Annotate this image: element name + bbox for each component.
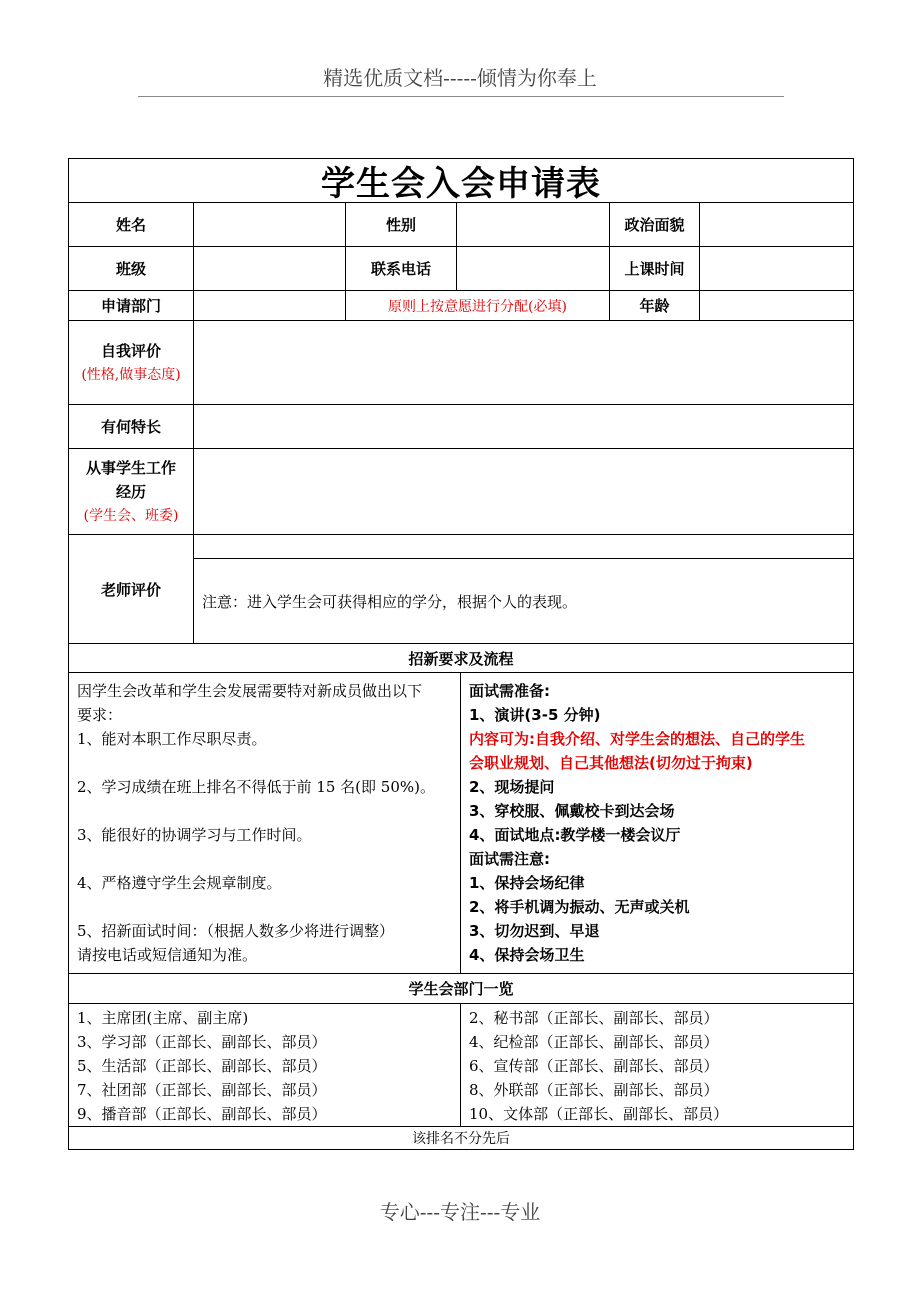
page-header: 精选优质文档-----倾情为你奉上 bbox=[323, 66, 597, 90]
interview-prep-1: 1、演讲(3-5 分钟) bbox=[469, 706, 601, 724]
teacher-eval-top-input[interactable] bbox=[193, 534, 854, 559]
header-divider bbox=[138, 96, 784, 97]
self-eval-hint: (性格,做事态度) bbox=[81, 366, 181, 383]
political-status-label: 政治面貌 bbox=[609, 202, 700, 247]
recruit-heading: 招新要求及流程 bbox=[68, 643, 854, 673]
class-time-label: 上课时间 bbox=[609, 246, 700, 291]
specialty-input[interactable] bbox=[193, 404, 854, 449]
department-item: 9、播音部（正部长、副部长、部员） bbox=[77, 1105, 327, 1123]
requirement-4: 4、严格遵守学生会规章制度。 bbox=[77, 874, 282, 892]
interview-prep-3: 3、穿校服、佩戴校卡到达会场 bbox=[469, 802, 675, 820]
self-eval-label-cell bbox=[68, 320, 194, 405]
age-label: 年龄 bbox=[609, 290, 700, 321]
department-item: 5、生活部（正部长、副部长、部员） bbox=[77, 1057, 327, 1075]
interview-prep-1-detail-line2: 会职业规划、自己其他想法(切勿过于拘束) bbox=[469, 754, 753, 772]
departments-left bbox=[68, 1003, 461, 1127]
departments-heading: 学生会部门一览 bbox=[68, 973, 854, 1004]
department-input[interactable]: 原则上按意愿进行分配(必填) bbox=[345, 290, 610, 321]
name-input[interactable] bbox=[193, 202, 346, 247]
department-item: 3、学习部（正部长、副部长、部员） bbox=[77, 1033, 327, 1051]
gender-label: 性别 bbox=[345, 202, 457, 247]
requirements-intro-line2: 要求： bbox=[77, 706, 123, 724]
department-item: 1、主席团(主席、副主席) bbox=[77, 1009, 249, 1027]
department-item: 10、文体部（正部长、副部长、部员） bbox=[469, 1105, 729, 1123]
interview-note-4: 4、保持会场卫生 bbox=[469, 946, 585, 964]
experience-label-cell bbox=[68, 448, 194, 535]
phone-label: 联系电话 bbox=[345, 246, 457, 291]
self-eval-label: 自我评价 bbox=[100, 341, 161, 360]
department-item: 8、外联部（正部长、副部长、部员） bbox=[469, 1081, 719, 1099]
requirement-5-note: 请按电话或短信通知为准。 bbox=[77, 946, 258, 964]
phone-input[interactable] bbox=[456, 246, 610, 291]
name-label: 姓名 bbox=[68, 202, 194, 247]
interview-notes-title: 面试需注意: bbox=[469, 850, 550, 868]
requirement-3: 3、能很好的协调学习与工作时间。 bbox=[77, 826, 312, 844]
requirements-cell bbox=[68, 672, 461, 974]
form-title: 学生会入会申请表 bbox=[68, 158, 854, 203]
interview-note-2: 2、将手机调为振动、无声或关机 bbox=[469, 898, 690, 916]
interview-prep-2: 2、现场提问 bbox=[469, 778, 555, 796]
gender-input[interactable] bbox=[456, 202, 610, 247]
teacher-eval-label: 老师评价 bbox=[68, 534, 194, 644]
department-item: 4、纪检部（正部长、副部长、部员） bbox=[469, 1033, 719, 1051]
class-input[interactable] bbox=[193, 246, 346, 291]
interview-cell bbox=[460, 672, 854, 974]
interview-note-3: 3、切勿迟到、早退 bbox=[469, 922, 600, 940]
interview-prep-4: 4、面试地点:教学楼一楼会议厅 bbox=[469, 826, 681, 844]
political-status-input[interactable] bbox=[699, 202, 854, 247]
page-footer: 专心---专注---专业 bbox=[379, 1200, 541, 1224]
requirement-2: 2、学习成绩在班上排名不得低于前 15 名(即 50%)。 bbox=[77, 778, 435, 796]
department-item: 7、社团部（正部长、副部长、部员） bbox=[77, 1081, 327, 1099]
requirement-1: 1、能对本职工作尽职尽责。 bbox=[77, 730, 267, 748]
department-label: 申请部门 bbox=[68, 290, 194, 321]
teacher-eval-note: 注意：进入学生会可获得相应的学分，根据个人的表现。 bbox=[193, 558, 854, 644]
requirements-intro-line1: 因学生会改革和学生会发展需要特对新成员做出以下 bbox=[77, 682, 423, 700]
age-input[interactable] bbox=[699, 290, 854, 321]
specialty-label: 有何特长 bbox=[68, 404, 194, 449]
interview-prep-title: 面试需准备: bbox=[469, 682, 550, 700]
experience-input[interactable] bbox=[193, 448, 854, 535]
experience-label-line1: 从事学生工作 bbox=[85, 458, 176, 477]
experience-hint: (学生会、班委) bbox=[83, 507, 179, 524]
experience-label-line2: 经历 bbox=[115, 482, 146, 501]
department-item: 6、宣传部（正部长、副部长、部员） bbox=[469, 1057, 719, 1075]
ranking-note: 该排名不分先后 bbox=[68, 1126, 854, 1150]
departments-right bbox=[460, 1003, 854, 1127]
department-spacer bbox=[193, 290, 346, 321]
class-time-input[interactable] bbox=[699, 246, 854, 291]
class-label: 班级 bbox=[68, 246, 194, 291]
requirement-5: 5、招新面试时间：（根据人数多少将进行调整） bbox=[77, 922, 395, 940]
self-eval-input[interactable] bbox=[193, 320, 854, 405]
interview-note-1: 1、保持会场纪律 bbox=[469, 874, 585, 892]
application-form bbox=[68, 158, 854, 1150]
department-item: 2、秘书部（正部长、副部长、部员） bbox=[469, 1009, 719, 1027]
interview-prep-1-detail-line1: 内容可为:自我介绍、对学生会的想法、自己的学生 bbox=[469, 730, 806, 748]
